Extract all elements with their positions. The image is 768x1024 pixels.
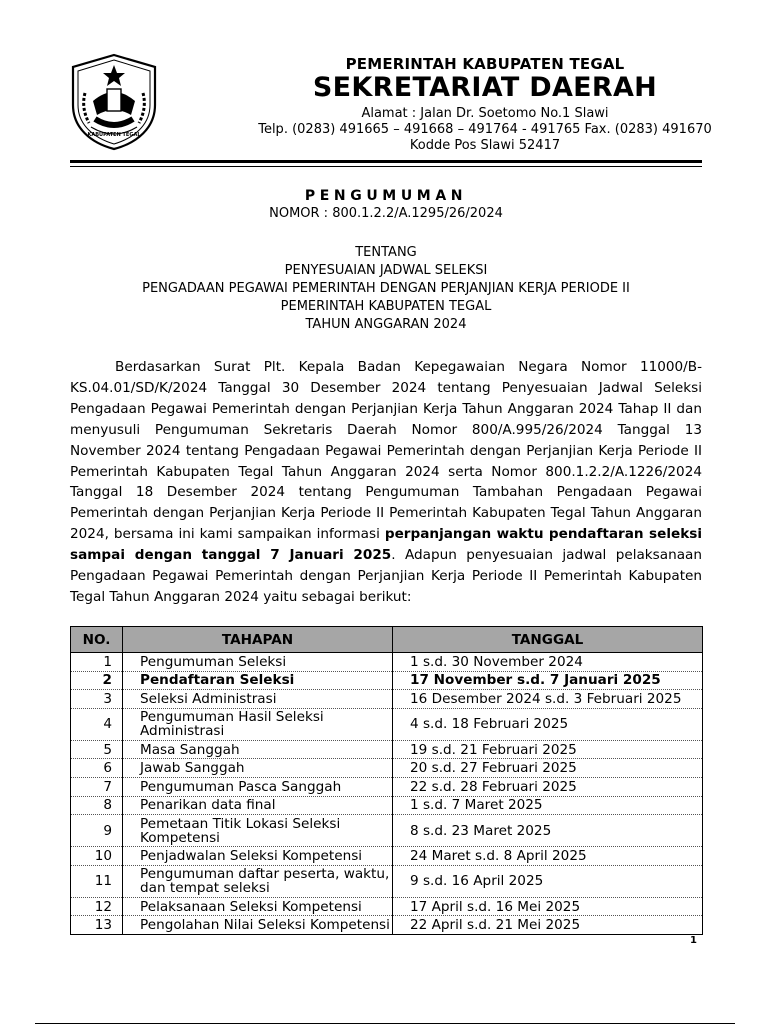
table-row [71,740,703,759]
body-text: . Adapun penyesuaian jadwal pelaksanaan Pengadaan Pegawai Pemerintah dengan Perjanjian Kerja Periode II Pemerintah Kabupaten Tegal Tahun Anggaran 2024 yaitu sebagai berikut: [70,547,702,605]
cell-stage: Pendaftaran Seleksi [123,671,393,690]
office-phone: Telp. (0283) 491665 – 491668 – 491764 - 491765 Fax. (0283) 491670 [258,122,712,137]
page-number: 1 [690,935,697,946]
cell-no: 1 [71,653,123,672]
cell-stage: Pengumuman Pasca Sanggah [123,777,393,796]
cell-no: 3 [71,690,123,709]
column-header-no: NO. [71,627,123,653]
table-row [71,865,703,897]
table-row [71,653,703,672]
schedule-table [70,626,703,935]
cell-stage: Pemetaan Titik Lokasi Seleksi Kompetensi [123,815,393,847]
cell-stage: Seleksi Administrasi [123,690,393,709]
cell-stage: Pengumuman Hasil Seleksi Administrasi [123,708,393,740]
cell-date: 16 Desember 2024 s.d. 3 Februari 2025 [393,690,703,709]
cell-stage: Pengolahan Nilai Seleksi Kompetensi [123,916,393,935]
cell-date: 8 s.d. 23 Maret 2025 [393,815,703,847]
cell-date: 1 s.d. 7 Maret 2025 [393,796,703,815]
cell-date: 19 s.d. 21 Februari 2025 [393,740,703,759]
cell-no: 13 [71,916,123,935]
cell-date: 9 s.d. 16 April 2025 [393,865,703,897]
letterhead-rule-thin [70,166,702,167]
cell-stage: Penarikan data final [123,796,393,815]
body-paragraph [70,357,702,608]
table-row [71,815,703,847]
table-row [71,847,703,866]
column-header-date: TANGGAL [393,627,703,653]
table-row [71,690,703,709]
column-header-stage: TAHAPAN [123,627,393,653]
government-name: PEMERINTAH KABUPATEN TEGAL [345,55,625,73]
cell-no: 11 [71,865,123,897]
cell-stage: Pelaksanaan Seleksi Kompetensi [123,897,393,916]
office-postal-code: Kodde Pos Slawi 52417 [409,138,561,153]
cell-date: 20 s.d. 27 Februari 2025 [393,759,703,778]
table-row [71,897,703,916]
cell-date: 4 s.d. 18 Februari 2025 [393,708,703,740]
subject-line: TENTANG [355,245,417,260]
cell-date: 22 April s.d. 21 Mei 2025 [393,916,703,935]
subject-line: TAHUN ANGGARAN 2024 [305,317,467,332]
cell-no: 12 [71,897,123,916]
table-row [71,671,703,690]
cell-stage: Masa Sanggah [123,740,393,759]
body-text: Berdasarkan Surat Plt. Kepala Badan Kepegawaian Negara Nomor 11000/B-KS.04.01/SD/K/2024 Tanggal 30 Desember 2024 tentang Penyesuaian Jadwal Seleksi Pengadaan Pegawai Pemerintah dengan Perjanjian Kerja Tahun Anggaran 2024 Tahap II dan menyusuli Pengumuman Sekretaris Daerah Nomor 800/A.995/26/2024 Tanggal 13 November 2024 tentang Pengadaan Pegawai Pemerintah dengan Perjanjian Kerja Periode II Pemerintah Kabupaten Tegal Tahun Anggaran 2024 serta Nomor 800.1.2.2/A.1226/2024 Tanggal 18 Desember 2024 tentang Pengumuman Tambahan Pengadaan Pegawai Pemerintah dengan Perjanjian Kerja Periode II Pemerintah Kabupaten Tegal Tahun Anggaran 2024, bersama ini kami sampaikan informasi [70,359,702,543]
cell-no: 9 [71,815,123,847]
logo-caption: KABUPATEN TEGAL [87,132,141,138]
cell-no: 10 [71,847,123,866]
cell-date: 17 November s.d. 7 Januari 2025 [393,671,703,690]
cell-no: 8 [71,796,123,815]
subject-line: PENYESUAIAN JADWAL SELEKSI [284,263,488,278]
body-emphasis: perpanjangan waktu pendaftaran seleksi sampai dengan tanggal 7 Januari 2025 [70,526,702,564]
subject-line: PENGADAAN PEGAWAI PEMERINTAH DENGAN PERJANJIAN KERJA PERIODE II [142,281,630,296]
table-row [71,916,703,935]
cell-stage: Penjadwalan Seleksi Kompetensi [123,847,393,866]
cell-date: 1 s.d. 30 November 2024 [393,653,703,672]
cell-no: 2 [71,671,123,690]
cell-no: 5 [71,740,123,759]
table-row [71,777,703,796]
letterhead-rule-thick [70,160,702,163]
announcement-title: PENGUMUMAN [304,188,468,204]
table-row [71,708,703,740]
cell-date: 24 Maret s.d. 8 April 2025 [393,847,703,866]
cell-stage: Pengumuman Seleksi [123,653,393,672]
table-row [71,759,703,778]
cell-date: 22 s.d. 28 Februari 2025 [393,777,703,796]
office-name: SEKRETARIAT DAERAH [312,72,658,103]
office-address: Alamat : Jalan Dr. Soetomo No.1 Slawi [361,106,609,121]
cell-stage: Jawab Sanggah [123,759,393,778]
cell-no: 7 [71,777,123,796]
cell-no: 6 [71,759,123,778]
table-row [71,796,703,815]
subject-line: PEMERINTAH KABUPATEN TEGAL [280,299,492,314]
cell-stage: Pengumuman daftar peserta, waktu, dan tempat seleksi [123,865,393,897]
tegal-regency-emblem [67,53,161,151]
cell-date: 17 April s.d. 16 Mei 2025 [393,897,703,916]
announcement-number: NOMOR : 800.1.2.2/A.1295/26/2024 [269,206,503,221]
cell-no: 4 [71,708,123,740]
table-header-row [71,627,703,653]
